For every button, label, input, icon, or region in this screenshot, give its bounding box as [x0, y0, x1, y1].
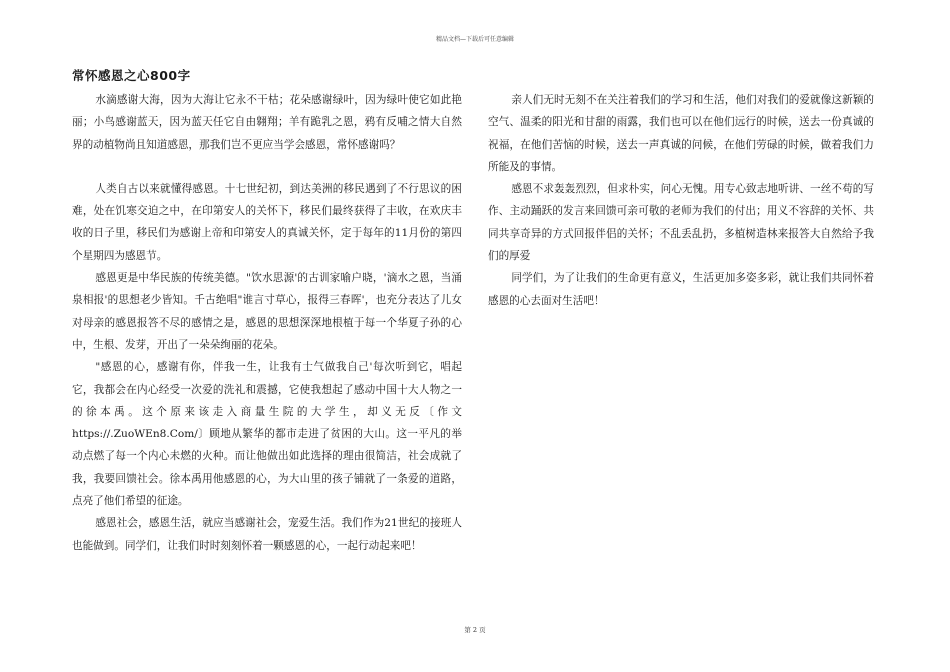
paragraph: 感恩更是中华民族的传统美德。"饮水思源'的古训家喻户晓，'滴水之恩，当涌泉相报'的思想老少皆知。千古绝唱"谁言寸草心，报得三春晖'，也充分表达了儿女对母亲的感恩报答不尽的感情之是，感恩的思想深深地根植于每一个华夏子孙的心中，生根、发芽，开出了一朵朵绚丽的花朵。 — [72, 272, 462, 351]
page-number: 第 2 页 — [464, 626, 486, 634]
paragraph: 感恩社会，感恩生活，就应当感谢社会，宠爱生活。我们作为21世纪的接班人也能做到。同学们，让我们时时刻刻怀着一颗感恩的心，一起行动起来吧！ — [72, 517, 462, 552]
paragraph: 人类自古以来就懂得感恩。十七世纪初，到达美洲的移民遇到了不行思议的困难，处在饥寒交迫之中，在印第安人的关怀下，移民们最终获得了丰收，在欢庆丰收的日子里，移民们为感谢上帝和印第安人的真诚关怀，定于每年的11月份的第四个星期四为感恩节。 — [72, 182, 462, 262]
right-column — [488, 89, 874, 312]
paragraph: 亲人们无时无刻不在关注着我们的学习和生活，他们对我们的爱就像这新颖的空气、温柔的阳光和甘甜的雨露，我们也可以在他们远行的时候，送去一份真诚的祝福，在他们苦恼的时候，送去一声真诚的问候，在他们劳碌的时候，做着我们力所能及的事情。 — [488, 94, 874, 173]
paragraph: 感恩不求轰轰烈烈，但求朴实，问心无愧。用专心致志地听讲、一丝不苟的写作、主动踊跃的发言来回馈可亲可敬的老师为我们的付出；用义不容辞的关怀、共同共享奇异的方式回报伴侣的关怀；不乱丢乱扔，多植树造林来报答大自然给予我们的厚爱 — [488, 183, 874, 263]
essay-title: 常怀感恩之心800字 — [72, 68, 191, 83]
page-header-note: 精品文档—下载后可任意编辑 — [435, 36, 514, 43]
left-column — [72, 89, 462, 557]
paragraph: 水滴感谢大海，因为大海让它永不干枯；花朵感谢绿叶，因为绿叶使它如此艳丽；小鸟感谢蓝天，因为蓝天任它自由翱翔；羊有跪乳之恩，鸦有反哺之情大自然界的动植物尚且知道感恩，那我们岂不更应当学会感恩，常怀感谢吗？ — [72, 94, 462, 151]
paragraph: "感恩的心，感谢有你，伴我一生，让我有士气做我自己'每次听到它，唱起它，我都会在内心经受一次爱的洗礼和震撼，它使我想起了感动中国十大人物之一的徐本禹。这个原来该走入商量生院的大学生，却义无反〔作文https://.ZuoWEn8.Com/〕顾地从繁华的都市走进了贫困的大山。这一平凡的举动点燃了每一个内心未燃的火种。而让他做出如此选择的理由很简洁，社会成就了我，我要回馈社会。徐本禹用他感恩的心，为大山里的孩子铺就了一条爱的道路，点亮了他们希望的征途。 — [72, 361, 462, 508]
paragraph: 同学们，为了让我们的生命更有意义，生活更加多姿多彩，就让我们共同怀着感恩的心去面对生活吧！ — [488, 272, 874, 307]
